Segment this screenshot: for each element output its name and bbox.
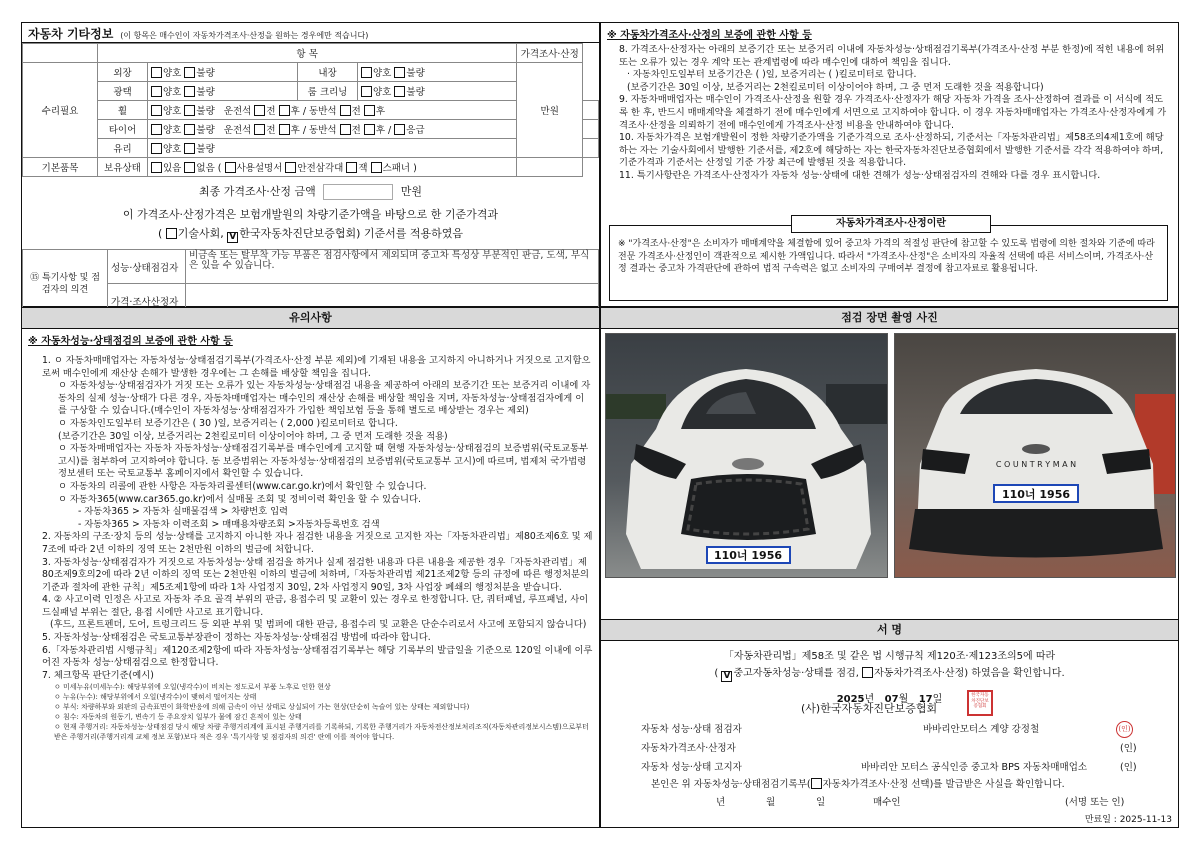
row-gloss: 광택: [98, 82, 148, 101]
section-subtitle: (이 항목은 매수인이 자동차가격조사·산정을 원하는 경우에만 적습니다): [120, 31, 369, 40]
note-1h: - 자동차365 > 자동차 이력조회 > 매매용차량조회 >자동차등록번호 검색: [78, 518, 380, 530]
issue-day-label: 일: [816, 797, 826, 808]
buyer-sign-mark: (서명 또는 인): [1065, 797, 1125, 808]
price-checker-in: (인): [1120, 743, 1137, 754]
interior-good-checkbox[interactable]: [361, 67, 372, 78]
final-price-label: 최종 가격조사·산정 금액: [198, 185, 316, 198]
assoc-checkbox[interactable]: V: [227, 232, 238, 243]
note-1b: ㅇ 자동차성능·상태점검자가 거짓 또는 오류가 있는 자동차성능·상태점검 내용을 제공하여 아래의 보증기간 또는 보증거리 이내에 자동차의 실제 성능·상태가 다른 경우, 자동차매매업자는 매수인의 재산상 손해를 배상할 책임을 지며, 자동차성능·상태점검자에게 이를 구상할 수 있습니다.(매수인이 자동차성능·상태점검자가 가입한 책임보험 등을 통해 별도로 배상받는 경우는 제외): [58, 380, 591, 417]
tire-passenger-rear-checkbox[interactable]: [364, 124, 375, 135]
perf-checker-label: 성능·상태점검자: [108, 250, 186, 284]
note-3: 3. 자동차성능·상태점검자가 거짓으로 자동차성능·상태 점검을 하거나 실제 점검한 내용과 다른 내용을 제공한 경우「자동차관리법」제80조제9호의2에 따라 2년 이하의 징역 또는 2천만원 이하의 벌금에 처하며,「자동차관리법 제21조제2항 등의 규정에 따른 행정처분의 기준과 절차에 관한 규칙」제5조제1항에 따라 1차 사업정지 30일, 2차 사업정지 90일, 3차 사업장 폐쇄의 행정처분을 받습니다.: [42, 556, 589, 593]
issue-year-label: 년: [716, 797, 726, 808]
note-4: 4. ② 사고이력 인정은 사고로 자동차 주요 골격 부위의 판금, 용접수리 및 교환이 있는 경우로 한정합니다. 단, 쿼터패널, 루프패널, 사이드실패널 부위는 절단, 용접 시에만 사고로 표기합니다.: [42, 594, 589, 618]
note-7a: ㅇ 미세누유(미세누수): 해당부위에 오일(냉각수)이 비치는 정도로서 부품 노후로 인한 현상: [54, 683, 331, 692]
note-1c2: (보증기간은 30일 이상, 보증거리는 2천킬로미터 이상이어야 하며, 그 중 먼저 도래한 것을 적용): [58, 430, 448, 442]
expiry-date: 만료일 : 2025-11-13: [1084, 815, 1172, 825]
basis-line1: 이 가격조사·산정가격은 보험개발원의 차량기준가액을 바탕으로 한 기준가격과: [122, 208, 499, 221]
vehicle-extra-info-section: 자동차 기타정보 (이 항목은 매수인이 자동차가격조사·산정을 원하는 경우에만 적습니다) 항 목 가격조사·산정 수리필요 외장 양호 불량 내장 양호 불량 만원 광택 양호 불량 룸 크리닝 양호 불량 휠 양호 불량 운전석 전 후 / 동반석 전 후 타이어 양호 불량 운전석 전 후 / 동반석 전 후 / 응급 유리 양호 불량 기본품목 보유상태 있음 없음 ( 사용설명서 안전삼각대 잭 스패너 ) 최종 가격조사·산정 금액 만원 이 가격조사·산정가격은 보험개발원의 차량기준가액을 바탕으로 한 기준가격과 ( 기술사회, V 한국자동차진단보증협회) 기준서를 적용하였음 ⑮ 특기사항 및 점검자의 의견 성능·상태점검자 비금속 또는 탈부착 가능 부품은 점검사항에서 제외되며 중고차 특성상 부분적인 판금, 도색, 부식은 있을 수 있습니다. 가격·조사산정자: [21, 22, 600, 307]
wheel-bad-checkbox[interactable]: [184, 105, 195, 116]
sign-date: 2025년 07월 17일: [836, 694, 943, 705]
buyer-label: 매수인: [873, 797, 901, 808]
cleaning-good-checkbox[interactable]: [361, 86, 372, 97]
wheel-passenger-rear-checkbox[interactable]: [364, 105, 375, 116]
note-1f: ㅇ 자동차365(www.car365.go.kr)에서 실매물 조회 및 정비이력 확인을 할 수 있습니다.: [58, 493, 421, 505]
note-7d: ㅇ 침수: 자동차의 원동기, 변속기 등 주요장치 일부가 물에 잠긴 흔적이 있는 상태: [54, 713, 302, 722]
signature-section: 서 명 「자동차관리법」제58조 및 같은 법 시행규칙 제120조·제123조의5에 따라 ( V 중고자동차성능·상태를 점검, 자동차가격조사·산정) 하였음을 확인합니다. 2025년 07월 17일 (사)한국자동차진단보증협회 한국자동차진단보증협회 자동차 성능·상태 점검자 바바리안모터스 계양 강정철 (인) 자동차가격조사·산정자 (인) 자동차 성능·상태 고지자 바바리안 모터스 공식인증 중고차 BPS 자동차매매업소 (인) 본인은 위 자동차성능·상태점검기록부( 자동차가격조사·산정 선택)를 발급받은 사실을 확인합니다. 년 월 일 매수인 (서명 또는 인) 만료일 : 2025-11-13: [600, 619, 1179, 828]
note-1d: ㅇ 자동차매매업자는 자동차 자동차성능·상태점검기록부를 매수인에게 고지할 때 현행 자동차성능·상태점검의 보증범위(국토교통부 고시)를 첨부하여 고지하여야 합니다. 동 보증범위는 자동차성능·상태점검의 보증범위(국토교통부 고시)에 따르며, 법제처 국가법령정보센터 또는 국토교통부 홈페이지에서 확인할 수 있습니다.: [58, 443, 589, 480]
price-guarantee-title: ※ 자동차가격조사·산정의 보증에 관한 사항 등: [607, 30, 812, 41]
wheel-driver-rear-checkbox[interactable]: [279, 105, 290, 116]
law-line: 「자동차관리법」제58조 및 같은 법 시행규칙 제120조·제123조의5에 따라: [723, 651, 1056, 662]
row-room-cleaning: 룸 크리닝: [298, 82, 358, 101]
note-7: 7. 체크항목 판단기준(예시): [42, 669, 154, 681]
have-checkbox[interactable]: [151, 162, 162, 173]
gloss-good-checkbox[interactable]: [151, 86, 162, 97]
price-checker-label: 가격·조사산정자: [108, 284, 186, 318]
row-wheel: 휠: [98, 101, 148, 120]
confirm-price: 자동차가격조사·산정) 하였음을 확인합니다.: [874, 668, 1065, 679]
rear-inspection-photo: [894, 333, 1176, 578]
notes-bar: 유의사항: [22, 308, 599, 329]
price-guarantee-section: [600, 22, 1179, 307]
price-definition-box: [609, 225, 1168, 301]
price-value: 만원: [517, 63, 583, 158]
item-8-sub1: · 자동차인도일부터 보증기간은 ( )일, 보증거리는 ( )킬로미터로 합니다.: [627, 69, 917, 81]
glass-good-checkbox[interactable]: [151, 143, 162, 154]
note-2: 2. 자동차의 구조·장치 등의 성능·상태를 고지하지 아니한 자나 점검한 내용을 거짓으로 고지한 자는「자동차관리법」제80조제6호 및 제7조에 따라 2년 이하의 징역 또는 2천만원 이하의 벌금에 처합니다.: [42, 531, 593, 555]
basic-items-label: 기본품목: [23, 158, 98, 177]
basis-assoc: 한국자동차진단보증협회) 기준서를 적용하였음: [239, 227, 464, 240]
issue-month-label: 월: [766, 797, 776, 808]
notifier-value: 바바리안 모터스 공식인증 중고차 BPS 자동차매매업소: [861, 762, 1088, 773]
wheel-passenger-front-checkbox[interactable]: [340, 105, 351, 116]
gloss-bad-checkbox[interactable]: [184, 86, 195, 97]
section-title: 자동차 기타정보: [28, 27, 114, 41]
rear-car-image: [895, 334, 1176, 578]
note-1g: - 자동차365 > 자동차 실매물검색 > 차량번호 입력: [78, 506, 289, 518]
item-11: 11. 특기사항란은 가격조사·산정자가 자동차 성능·상태에 대한 견해가 성능·상태점검자의 견해와 다를 경우 표시합니다.: [619, 169, 1101, 181]
perf-checker-note: 비금속 또는 탈부착 가능 부품은 점검사항에서 제외되며 중고차 특성상 부분적인 판금, 도색, 부식은 있을 수 있습니다.: [186, 250, 599, 284]
tire-emergency-checkbox[interactable]: [394, 124, 405, 135]
item-9: 9. 자동차매매업자는 매수인이 가격조사·산정을 원할 경우 가격조사·산정자가 해당 자동차 가격을 조사·산정하여 결과를 이 서식에 적도록 한 후, 반드시 매매계약을 체결하기 전에 매수인에게 서면으로 고지하여야 합니다. 이 경우 자동차매매업자는 가격조사·산정자에게 가격조사·산정을 의뢰하기 전에 매수인에게 가격조사·산정 비용을 안내하여야 합니다.: [619, 94, 1167, 131]
tire-good-checkbox[interactable]: [151, 124, 162, 135]
note-6: 6.「자동차관리법 시행규칙」제120조제2항에 따라 자동차성능·상태점검기록부는 해당 기록부의 발급일을 기준으로 120일 이내에 이루어진 자동차 성능·상태점검으로 한정합니다.: [42, 644, 593, 669]
issued-price-checkbox[interactable]: [811, 778, 822, 789]
possession-label: 보유상태: [98, 158, 148, 177]
front-plate-text: 110너 1956: [713, 549, 783, 562]
signature-bar: 서 명: [601, 620, 1178, 641]
exterior-good-checkbox[interactable]: [151, 67, 162, 78]
note-7c: ㅇ 부식: 차량하부와 외판의 금속표면이 화학반응에 의해 금속이 아닌 상태로 상실되어 가는 현상(단순히 녹슬어 있는 상태는 제외합니다): [54, 703, 470, 712]
tire-driver-front-checkbox[interactable]: [254, 124, 265, 135]
notifier-in: (인): [1120, 762, 1137, 773]
wheel-good-checkbox[interactable]: [151, 105, 162, 116]
triangle-checkbox[interactable]: [285, 162, 296, 173]
notes-title: ※ 자동차성능·상태점검의 보증에 관한 사항 등: [28, 336, 233, 347]
tire-driver-rear-checkbox[interactable]: [279, 124, 290, 135]
row-glass: 유리: [98, 139, 148, 158]
final-price-unit: 만원: [400, 185, 422, 198]
perf-confirm-checkbox[interactable]: V: [721, 671, 732, 682]
exterior-bad-checkbox[interactable]: [184, 67, 195, 78]
note-4b: (후드, 프론트펜더, 도어, 트렁크리드 등 외판 부위 및 범퍼에 대한 판금, 용접수리 및 교환은 단순수리로서 사고에 포함되지 않습니다): [50, 619, 587, 631]
row-exterior: 외장: [98, 63, 148, 82]
checker-seal: (인): [1116, 721, 1133, 738]
note-7e: ㅇ 현재 주행거리: 자동차성능·상태점검 당시 해당 차량 주행거리계에 표시된 주행거리를 기록하되, 기록한 주행거리가 자동차전산정보처리조직(자동차관리정보시스템)으로부터 받은 주행거리(주행거리계 교체 정보 포함)보다 적은 경우 '특기사항 및 점검자의 의견' 란에 이를 적어야 합니다.: [54, 723, 589, 742]
row-tire: 타이어: [98, 120, 148, 139]
rear-plate-text: 110너 1956: [1001, 488, 1071, 501]
manual-checkbox[interactable]: [225, 162, 236, 173]
notes-section: [21, 307, 600, 828]
spanner-checkbox[interactable]: [371, 162, 382, 173]
item-8: 8. 가격조사·산정자는 아래의 보증기간 또는 보증거리 이내에 자동차성능·상태점검기록부(가격조사·산정 부분 한정)에 적힌 내용에 허위 또는 오류가 있는 경우 계약 또는 관계법령에 따라 매수인에 대하여 책임을 집니다.: [619, 44, 1165, 68]
perf-checker-sign-label: 자동차 성능·상태 점검자: [641, 724, 742, 735]
cleaning-bad-checkbox[interactable]: [394, 86, 405, 97]
basis-tech: 기술사회,: [177, 227, 224, 240]
opinion-label: 특기사항 및 점검자의 의견: [41, 272, 100, 295]
interior-bad-checkbox[interactable]: [394, 67, 405, 78]
final-price-input[interactable]: [323, 184, 393, 200]
price-definition-text: ※ "가격조사·산정"은 소비자가 매매계약을 체결함에 있어 중고차 가격의 적절성 판단에 참고할 수 있도록 법령에 의한 절차와 기준에 따라 전문 가격조사·산정인이 객관적으로 제시한 가액입니다. 따라서 "가격조사·산정"은 소비자의 자율적 선택에 따른 서비스이며, 가격조사·산정 결과는 중고차 가격판단에 관하여 법적 구속력은 없고 소비자의 구매여부 결정에 참고자료로 활용됩니다.: [618, 239, 1155, 275]
photos-bar: 점검 장면 촬영 사진: [601, 308, 1178, 329]
note-7b: ㅇ 누유(누수): 해당부위에서 오일(냉각수)이 맺혀서 떨어지는 상태: [54, 693, 257, 702]
org-name: (사)한국자동차진단보증협회: [801, 702, 938, 715]
condition-table: 항 목 가격조사·산정 수리필요 외장 양호 불량 내장 양호 불량 만원 광택 양호 불량 룸 크리닝 양호 불량 휠 양호 불량 운전석 전 후 / 동반석 전 후 타이어 양호 불량 운전석 전 후 / 동반석 전 후 / 응급 유리 양호 불량 기본품목 보유상태 있음 없음 ( 사용설명서 안전삼각대 잭 스패너 ): [22, 43, 599, 177]
jack-checkbox[interactable]: [346, 162, 357, 173]
repair-label: 수리필요: [23, 63, 98, 158]
opinion-table: ⑮ 특기사항 및 점검자의 의견 성능·상태점검자 비금속 또는 탈부착 가능 부품은 점검사항에서 제외되며 중고차 특성상 부분적인 판금, 도색, 부식은 있을 수 있습니다. 가격·조사산정자: [22, 249, 599, 318]
col-item-header: 항 목: [98, 44, 517, 63]
price-confirm-checkbox[interactable]: [862, 667, 873, 678]
note-1a: 1. ㅇ 자동차매매업자는 자동차성능·상태점검기록부(가격조사·산정 부분 제외)에 기재된 내용을 고지하지 아니하거나 거짓으로 고지함으로써 매수인에게 재산상 손해가 발생한 경우에는 그 손해를 배상할 책임을 집니다.: [42, 355, 591, 379]
tire-bad-checkbox[interactable]: [184, 124, 195, 135]
confirm-perf: 중고자동차성능·상태를 점검,: [733, 668, 859, 679]
price-checker-sign-label: 자동차가격조사·산정자: [641, 743, 736, 754]
item-8-sub2: (보증기간은 30일 이상, 보증거리는 2천킬로미터 이상이어야 하며, 그 중 먼저 도래한 것을 적용합니다): [627, 81, 1044, 93]
item-10: 10. 자동차가격은 보험개발원이 정한 차량기준가액을 기준가격으로 조사·산정하되, 기준서는「자동차관리법」제58조의4제1호에 해당하는 자는 기술사회에서 발행한 기준서를, 제2호에 해당하는 자는 한국자동차진단보증협회에서 발행한 기준서를 각각 적용하여야 하며, 기준가격과 기준서는 산정일 기준 가장 최근에 발행된 것을 적용합니다.: [619, 132, 1164, 169]
notifier-label: 자동차 성능·상태 고지자: [641, 762, 742, 773]
price-definition-title: 자동차가격조사·산정이란: [791, 215, 991, 233]
wheel-driver-front-checkbox[interactable]: [254, 105, 265, 116]
row-interior: 내장: [298, 63, 358, 82]
col-price-header: 가격조사·산정: [517, 44, 583, 63]
front-inspection-photo: [605, 333, 888, 578]
note-5: 5. 자동차성능·상태점검은 국토교통부장관이 정하는 자동차성능·상태점검 방법에 따라야 합니다.: [42, 632, 431, 644]
perf-checker-sign-value: 바바리안모터스 계양 강정철: [923, 724, 1040, 735]
glass-bad-checkbox[interactable]: [184, 143, 195, 154]
note-1e: ㅇ 자동차의 리콜에 관한 사항은 자동차리콜센터(www.car.go.kr)에서 확인할 수 있습니다.: [58, 480, 427, 492]
photos-section: [600, 307, 1179, 620]
front-car-image: [606, 334, 888, 578]
issued-line: 본인은 위 자동차성능·상태점검기록부( 자동차가격조사·산정 선택)를 발급받은 사실을 확인합니다.: [651, 779, 1065, 790]
none-checkbox[interactable]: [184, 162, 195, 173]
note-1c: ㅇ 자동차인도일부터 보증기간은 ( 30 )일, 보증거리는 ( 2,000 )킬로미터로 합니다.: [58, 417, 398, 429]
tech-society-checkbox[interactable]: [166, 228, 177, 239]
org-seal: 한국자동차진단보증협회: [967, 690, 993, 716]
tire-passenger-front-checkbox[interactable]: [340, 124, 351, 135]
rear-badge-text: C O U N T R Y M A N: [995, 460, 1077, 469]
